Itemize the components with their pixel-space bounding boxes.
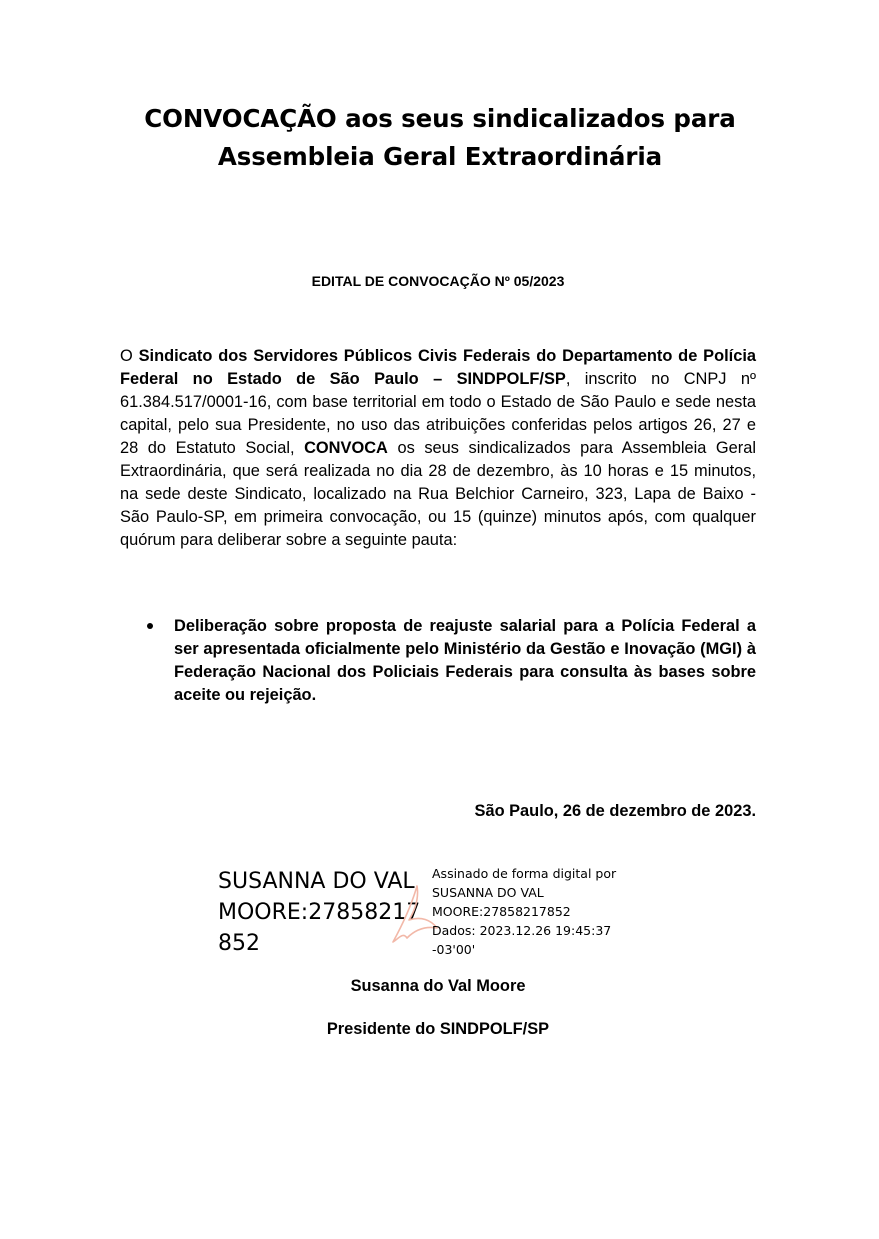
- convocation-paragraph: [120, 345, 756, 552]
- signer-name: Susanna do Val Moore: [350, 977, 526, 995]
- date-line: São Paulo, 26 de dezembro de 2023.: [474, 802, 756, 820]
- para-intro: O: [120, 347, 139, 365]
- signature-name-line-1: SUSANNA DO VAL: [218, 869, 415, 894]
- agenda-item: Deliberação sobre proposta de reajuste salarial para a Polícia Federal a ser apresentada oficialmente pelo Ministério da Gestão e Inovação (MGI) à Federação Nacional dos Policiais Federais para consulta às bases sobre aceite ou rejeição.: [174, 617, 756, 704]
- signature-name-line-2: MOORE:27858217: [218, 900, 421, 925]
- bullet-dot-icon: [147, 623, 153, 629]
- title-line-2: Assembleia Geral Extraordinária: [217, 142, 663, 171]
- signature-detail-2: SUSANNA DO VAL: [432, 885, 544, 900]
- signature-detail-1: Assinado de forma digital por: [432, 866, 617, 881]
- edital-heading: EDITAL DE CONVOCAÇÃO Nº 05/2023: [311, 273, 565, 289]
- signature-details: [432, 864, 652, 959]
- title-line-1: CONVOCAÇÃO aos seus sindicalizados para: [144, 104, 736, 133]
- signature-detail-4: Dados: 2023.12.26 19:45:37: [432, 923, 612, 938]
- convoca-word: CONVOCA: [304, 439, 388, 457]
- signature-detail-3: MOORE:27858217852: [432, 904, 571, 919]
- signature-detail-5: -03'00': [432, 942, 476, 957]
- organization-name: Sindicato dos Servidores Públicos Civis Federais do Departamento de Polícia Federal no Estado de São Paulo – SINDPOLF/SP: [120, 347, 756, 388]
- para-middle: , inscrito no CNPJ nº 61.384.517/0001-16, com base territorial em todo o Estado de São Paulo e sede nesta capital, pelo sua Presidente, no uso das atribuições conferidas pelos artigos 26, 27 e 28 do Estatuto Social,: [120, 370, 756, 457]
- signer-role: Presidente do SINDPOLF/SP: [326, 1020, 550, 1038]
- page-title: [120, 100, 760, 176]
- para-rest: os seus sindicalizados para Assembleia Geral Extraordinária, que será realizada no dia 28 de dezembro, às 10 horas e 15 minutos, na sede deste Sindicato, localizado na Rua Belchior Carneiro, 323, Lapa de Baixo - São Paulo-SP, em primeira convocação, ou 15 (quinze) minutos após, com qualquer quórum para deliberar sobre a seguinte pauta:: [120, 439, 756, 549]
- signature-name-line-3: 852: [218, 931, 260, 956]
